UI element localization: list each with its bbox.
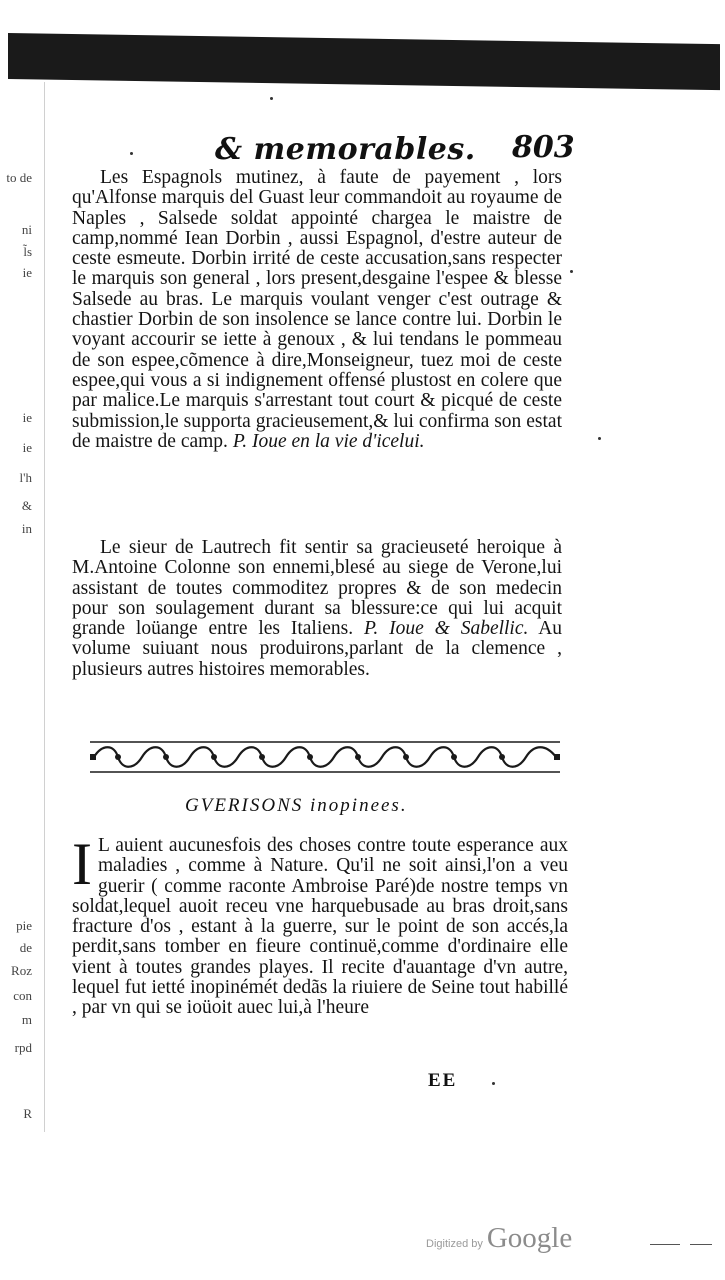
paragraph-2-source: P. Ioue & Sabellic. (364, 618, 529, 640)
running-head: & memorables. (215, 132, 476, 167)
signature-mark: EE (428, 1070, 458, 1091)
margin-fragment: & (21, 498, 32, 513)
section-paragraph-text: L auient aucunesfois des choses contre toute esperance aux maladies , comme à Nature. Qu'il ne soit ainsi,l'on a veu guerir ( comme raconte Ambroise Paré)de nostre temps vn soldat,lequel auoit receu vne harquebusade au bras droit,sans fracture d'os , estant à la guerre, sur le point de son accés,la perdit,sans tomber en fieure continuë,comme d'ordinaire elle vient à toutes grandes playes. Il recite d'auantage d'vn autre, lequel fut ietté inopinémét dedãs la riuiere de Seine tout habillé , par vn qui se ioüoit auec lui,à l'heure (72, 835, 568, 1019)
margin-fragment: l'h (19, 470, 32, 485)
page-gutter-edge (44, 82, 45, 1132)
margin-fragment: to de (6, 170, 32, 185)
margin-fragment: R (23, 1106, 32, 1121)
paragraph-1-text: Les Espagnols mutinez, à faute de payement , lors qu'Alfonse marquis del Guast leur commandoit au royaume de Naples , Salsede soldat appointé chargea le maistre de camp,nommé Iean Dorbin , aussi Espagnol, d'estre auteur de ceste esmeute. Dorbin irrité de ceste accusation,sans respecter le marquis son general , lors present,desgaine l'espee & blesse Salsede au bras. Le marquis voulant venger c'est outrage & chastier Dorbin de son insolence se lance contre lui. Dorbin le voyant accourir se iette à genoux , & lui tendans le pommeau de son espee,cõmence à dire,Monseigneur, tuez moi de ceste espee,qui vous a si indignement offensé plustost en colere que par malice.Le marquis s'arrestant tout court & picqué de ceste submission,le supporta gracieusement,& lui confirma son estat de maistre de camp. (72, 167, 562, 452)
ink-speck (270, 97, 273, 100)
ink-speck (570, 270, 573, 273)
paragraph-2-text: Le sieur de Lautrech fit sentir sa gracieuseté heroique à M.Antoine Colonne son ennemi,blesé au siege de Verone,lui assistant de toutes commoditez propres & de son medecin pour son soulagement durant sa blessure:ce qui lui acquit grande loüange entre les Italiens. (72, 537, 562, 640)
scan-top-shadow (8, 33, 720, 90)
margin-fragment: de (19, 940, 32, 955)
body-paragraph-1 (72, 168, 562, 452)
ink-speck (492, 1082, 495, 1085)
margin-fragment: Roz (11, 963, 32, 978)
ornament-band (90, 740, 560, 774)
margin-fragment: pie (16, 918, 32, 933)
scan-mark (650, 1244, 680, 1245)
margin-fragment: in (21, 521, 32, 536)
drop-cap-initial: I (72, 831, 92, 897)
margin-fragment: con (13, 988, 32, 1003)
margin-fragment: ie (22, 410, 32, 425)
scan-mark (690, 1244, 712, 1245)
margin-fragment: m (21, 1012, 32, 1027)
ink-speck (130, 152, 133, 155)
paragraph-2-tail: Au volume suiuant nous produirons,parlant de la clemence , plusieurs autres histoires memorables. (72, 618, 563, 680)
margin-fragment: ie (22, 440, 32, 455)
margin-fragment: l̃s (23, 244, 32, 259)
ink-speck (598, 437, 601, 440)
body-paragraph-2 (72, 538, 562, 680)
section-paragraph (72, 831, 568, 1019)
digitized-by-google-watermark (426, 1222, 572, 1255)
margin-fragment: rpd (14, 1040, 32, 1055)
margin-fragment: ni (21, 222, 32, 237)
watermark-prefix: Digitized by (426, 1238, 483, 1250)
margin-fragment: ie (22, 265, 32, 280)
page-number: 803 (512, 130, 575, 165)
google-logo: Google (486, 1222, 573, 1254)
paragraph-1-source: P. Ioue en la vie d'icelui. (232, 430, 425, 452)
section-title: GVERISONS inopinees. (185, 795, 408, 816)
